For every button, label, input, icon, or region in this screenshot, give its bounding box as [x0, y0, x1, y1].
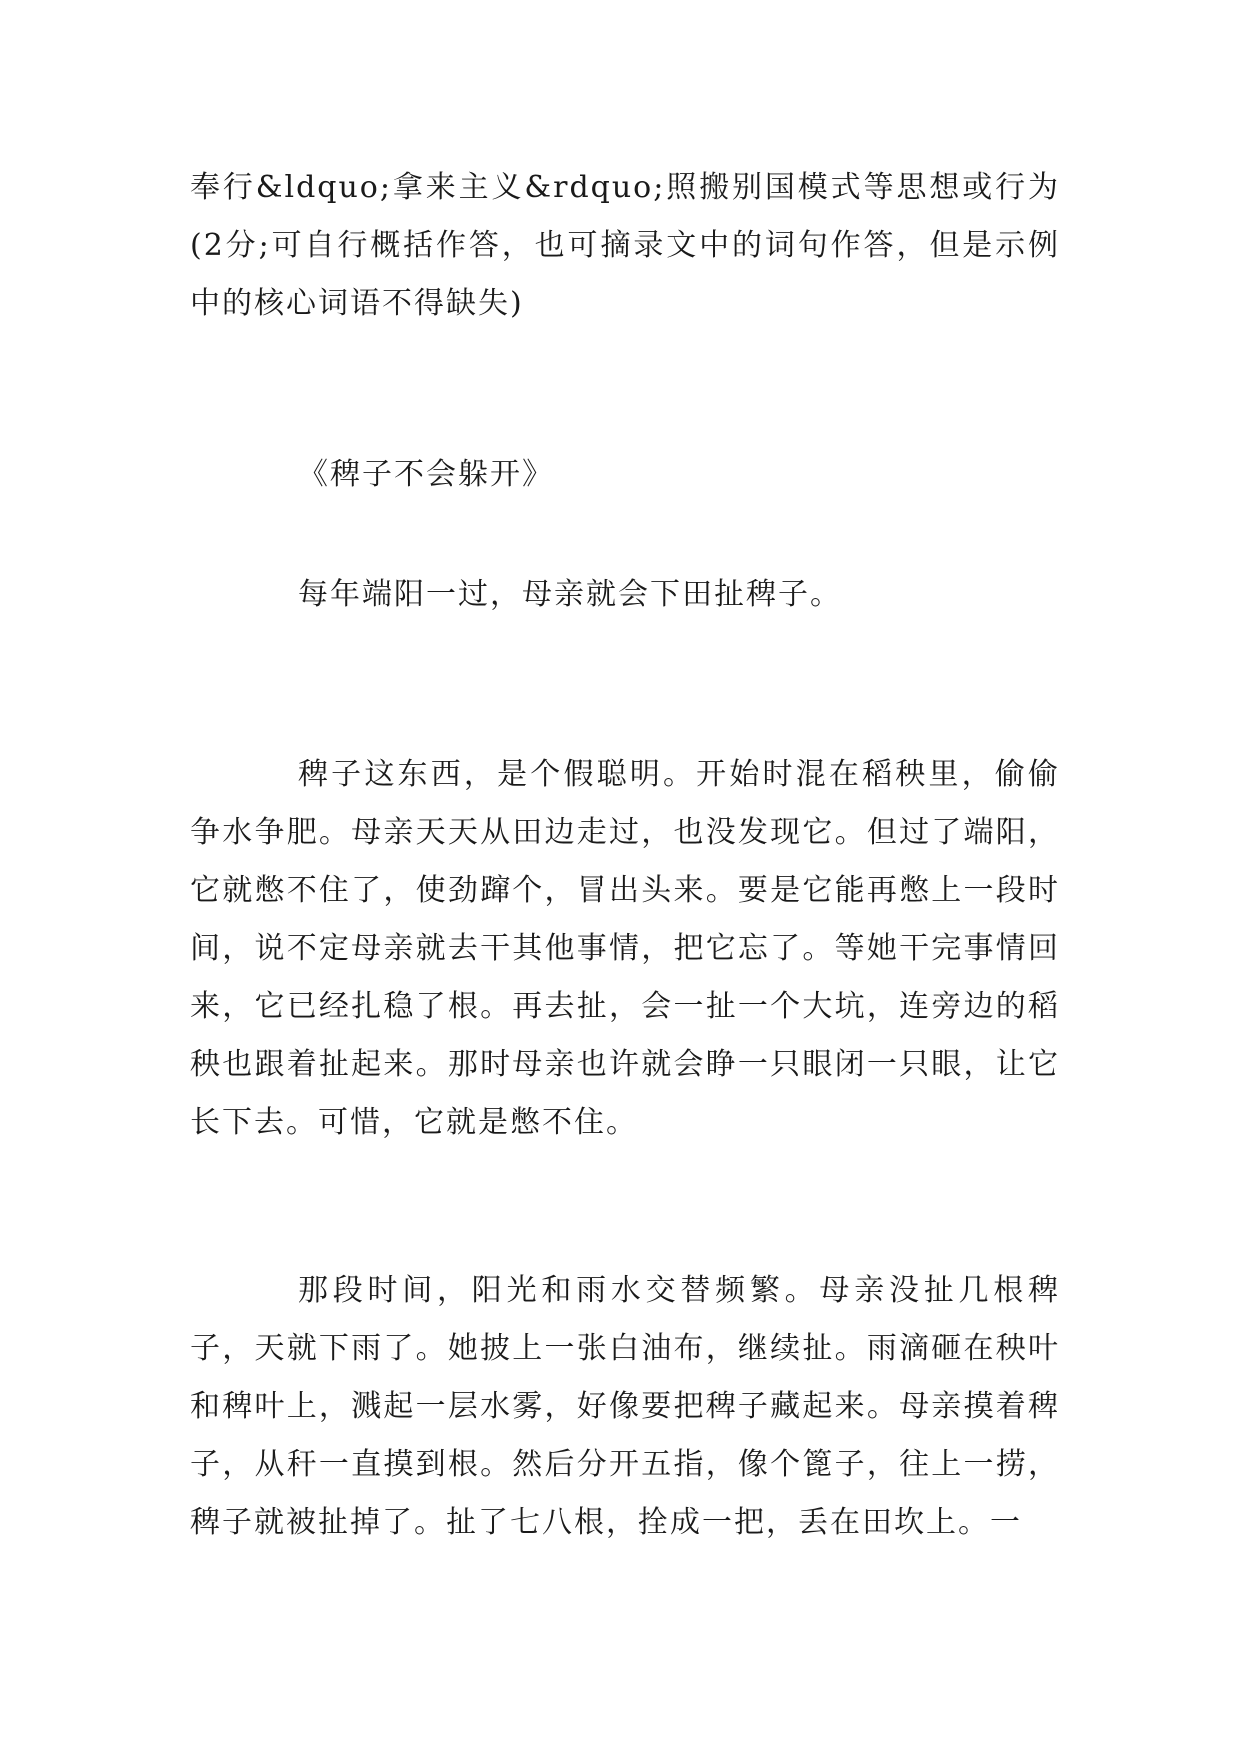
paragraph-2: 稗子这东西，是个假聪明。开始时混在稻秧里，偷偷争水争肥。母亲天天从田边走过，也没发现它。但过了端阳，它就憋不住了，使劲蹿个，冒出头来。要是它能再憋上一段时间，说不定母亲就去干其他事情，把它忘了。等她干完事情回来，它已经扎稳了根。再去扯，会一扯一个大坑，连旁边的稻秧也跟着扯起来。那时母亲也许就会睁一只眼闭一只眼，让它长下去。可惜，它就是憋不住。 — [190, 757, 1060, 1140]
paragraph-1: 每年端阳一过，母亲就会下田扯稗子。 — [298, 577, 842, 612]
essay-title: 《稗子不会躲开》 — [298, 457, 554, 492]
intro-paragraph: 奉行&ldquo;拿来主义&rdquo;照搬别国模式等思想或行为(2分;可自行概括作答，也可摘录文中的词句作答，但是示例中的核心词语不得缺失) — [190, 170, 1060, 321]
paragraph-3: 那段时间，阳光和雨水交替频繁。母亲没扯几根稗子，天就下雨了。她披上一张白油布，继续扯。雨滴砸在秧叶和稗叶上，溅起一层水雾，好像要把稗子藏起来。母亲摸着稗子，从秆一直摸到根。然后分开五指，像个篦子，往上一捞，稗子就被扯掉了。扯了七八根，拴成一把，丢在田坎上。一 — [190, 1273, 1060, 1540]
